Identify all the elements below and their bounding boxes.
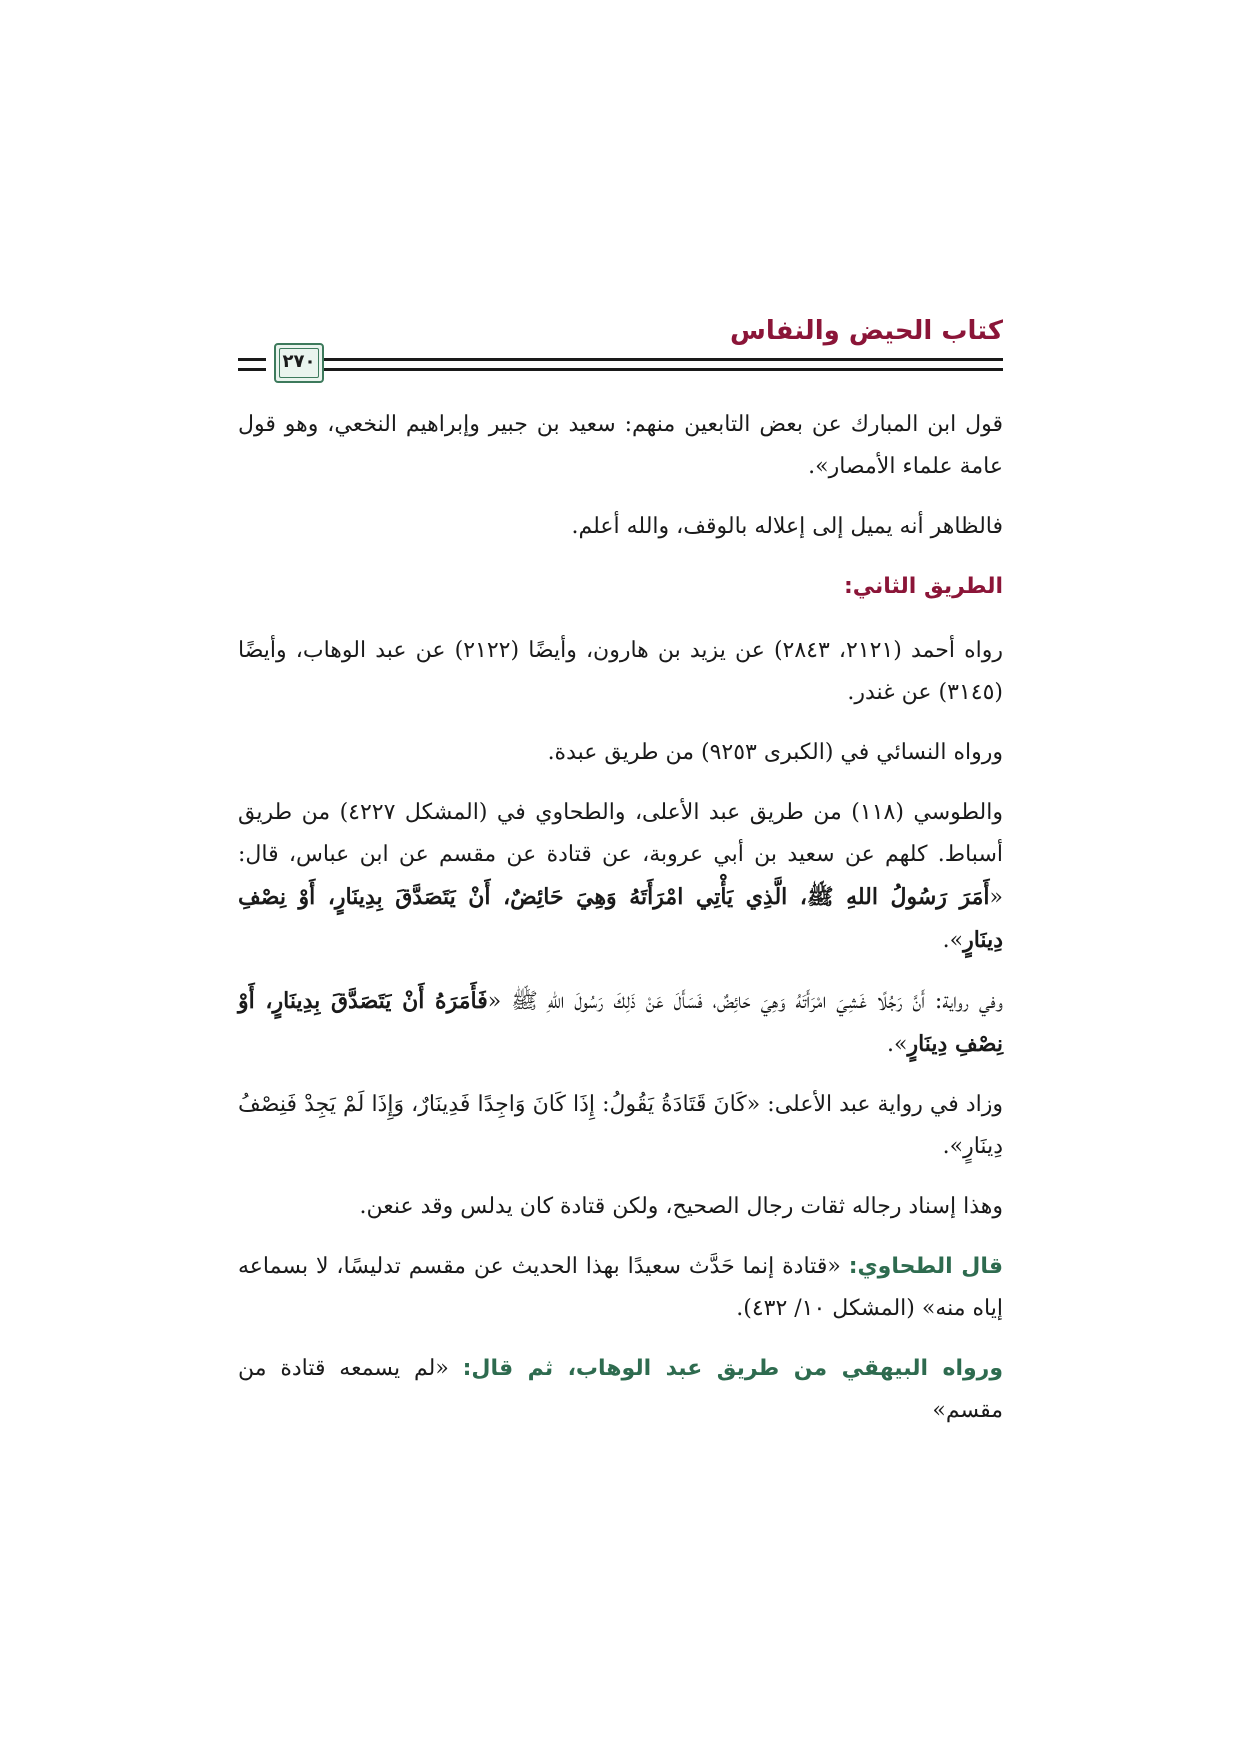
paragraph-10-text: «لم يسمعه قتادة من مقسم»: [238, 1356, 1003, 1423]
paragraph-2: فالظاهر أنه يميل إلى إعلاله بالوقف، والله أعلم.: [571, 514, 1003, 539]
page-header: [238, 316, 1003, 392]
paragraph-4: ورواه النسائي في (الكبرى ٩٢٥٣) من طريق عبدة.: [547, 740, 1003, 765]
header-rule-top: [313, 358, 1003, 361]
paragraph-7: وزاد في رواية عبد الأعلى: «كَانَ قَتَادَةُ يَقُولُ: إِذَا كَانَ وَاجِدًا فَدِينَارٌ، وَإِذَا لَمْ يَجِدْ فَنِصْفُ دِينَارٍ».: [238, 1092, 1003, 1159]
page-number-frame: [274, 343, 324, 383]
page-body: [238, 404, 1003, 1450]
hadith-quote-2: فَأَمَرَهُ أَنْ يَتَصَدَّقَ بِدِينَارٍ، أَوْ نِصْفِ دِينَارٍ: [238, 988, 1003, 1057]
paragraph-1: قول ابن المبارك عن بعض التابعين منهم: سعيد بن جبير وإبراهيم النخعي، وهو قول عامة علماء الأمصار».: [238, 412, 1003, 479]
book-title: كتاب الحيض والنفاس: [729, 316, 1003, 346]
paragraph-9: [238, 1246, 1003, 1330]
paragraph-5-text: والطوسي (١١٨) من طريق عبد الأعلى، والطحاوي في (المشكل ٤٢٢٧) من طريق أسباط. كلهم عن سعيد بن أبي عروبة، عن قتادة عن مقسم عن ابن عباس، قال: «: [238, 800, 1003, 910]
section-heading: الطريق الثاني:: [843, 574, 1003, 599]
hadith-quote-1: أَمَرَ رَسُولُ اللهِ ﷺ، الَّذِي يَأْتِي امْرَأَتَهُ وَهِيَ حَائِضٌ، أَنْ يَتَصَدَّقَ بِدِينَارٍ، أَوْ نِصْفِ دِينَارٍ: [238, 884, 1003, 953]
header-rule-bottom: [313, 368, 1003, 371]
tahawi-label: قال الطحاوي:: [848, 1254, 1004, 1279]
paragraph-8: وهذا إسناد رجاله ثقات رجال الصحيح، ولكن قتادة كان يدلس وقد عنعن.: [359, 1194, 1003, 1219]
paragraph-10: [238, 1348, 1003, 1432]
paragraph-6: [238, 980, 1003, 1066]
bayhaqi-label: ورواه البيهقي من طريق عبد الوهاب، ثم قال:: [462, 1356, 1003, 1381]
paragraph-3: رواه أحمد (٢١٢١، ٢٨٤٣) عن يزيد بن هارون، وأيضًا (٢١٢٢) عن عبد الوهاب، وأيضًا (٣١٤٥) عن غندر.: [238, 638, 1003, 705]
page-number: ٢٧٠: [282, 351, 316, 372]
paragraph-9-text: «قتادة إنما حَدَّث سعيدًا بهذا الحديث عن مقسم تدليسًا، لا بسماعه إياه منه» (المشكل ١٠/ ٤٣٢).: [238, 1254, 1003, 1321]
paragraph-5: [238, 792, 1003, 962]
header-rule-left-top: [238, 358, 266, 361]
header-rule-left-bottom: [238, 368, 266, 371]
paragraph-6-end: ».: [887, 1032, 908, 1057]
paragraph-6-text: وفي رواية: أَنَّ رَجُلًا غَشِيَ امْرَأَتَهُ وَهِيَ حَائِضٌ، فَسَأَلَ عَنْ ذَلِكَ رَسُولَ اللهِ ﷺ «: [487, 989, 1003, 1014]
paragraph-5-end: ».: [942, 928, 964, 953]
